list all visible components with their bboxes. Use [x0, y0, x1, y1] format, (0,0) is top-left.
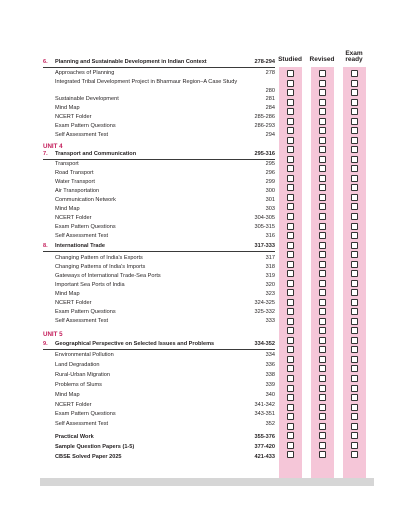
revised-checkbox[interactable]: [319, 118, 326, 125]
topic-pages: 323: [265, 291, 275, 297]
exam-ready-checkbox[interactable]: [351, 346, 358, 353]
topic-title: Important Sea Ports of India: [55, 282, 125, 288]
revised-checkbox[interactable]: [319, 308, 326, 315]
studied-checkbox[interactable]: [287, 451, 294, 458]
exam-ready-checkbox[interactable]: [351, 413, 358, 420]
exam-ready-checkbox[interactable]: [351, 118, 358, 125]
topic-title: Changing Patterns of India's Imports: [55, 264, 146, 270]
topic-pages: 355-376: [254, 434, 275, 440]
topic-pages: 324-325: [254, 300, 275, 306]
studied-checkbox[interactable]: [287, 165, 294, 172]
toc-row[interactable]: [43, 95, 275, 104]
exam-ready-checkbox[interactable]: [351, 80, 358, 87]
revised-checkbox[interactable]: [319, 146, 326, 153]
topic-title: Water Transport: [55, 179, 95, 185]
exam-ready-checkbox[interactable]: [351, 261, 358, 268]
studied-checkbox[interactable]: [287, 289, 294, 296]
revised-checkbox[interactable]: [319, 318, 326, 325]
exam-ready-checkbox[interactable]: [351, 156, 358, 163]
toc-row[interactable]: [43, 420, 275, 429]
toc-row[interactable]: [43, 381, 275, 390]
topic-title: Transport: [55, 161, 79, 167]
exam-ready-checkbox[interactable]: [351, 318, 358, 325]
toc-row[interactable]: [43, 263, 275, 272]
revised-checkbox[interactable]: [319, 251, 326, 258]
chapter-number: 6.: [43, 59, 48, 65]
exam-ready-checkbox[interactable]: [351, 232, 358, 239]
revised-checkbox[interactable]: [319, 70, 326, 77]
footer-bar: [40, 478, 374, 486]
toc-row[interactable]: [43, 131, 275, 140]
studied-checkbox[interactable]: [287, 432, 294, 439]
exam-ready-checkbox[interactable]: [351, 356, 358, 363]
exam-ready-checkbox[interactable]: [351, 137, 358, 144]
toc-row[interactable]: [43, 272, 275, 281]
exam-ready-checkbox[interactable]: [351, 327, 358, 334]
topic-pages: 301: [265, 197, 275, 203]
topic-pages: 284: [265, 105, 275, 111]
topic-pages: 316: [265, 233, 275, 239]
topic-pages: 305-315: [254, 224, 275, 230]
cbse-paper-row[interactable]: [43, 453, 275, 462]
toc-row[interactable]: [43, 232, 275, 241]
exam-ready-checkbox[interactable]: [351, 299, 358, 306]
exam-ready-checkbox[interactable]: [351, 108, 358, 115]
chapter-pages: 295-316: [254, 151, 275, 157]
topic-pages: 325-332: [254, 309, 275, 315]
toc-row[interactable]: [43, 371, 275, 380]
studied-checkbox[interactable]: [287, 70, 294, 77]
exam-ready-checkbox[interactable]: [351, 375, 358, 382]
topic-pages: 338: [265, 372, 275, 378]
chapter-title: Planning and Sustainable Development in Indian Context: [55, 59, 207, 65]
topic-pages: 317: [265, 255, 275, 261]
exam-ready-checkbox[interactable]: [351, 194, 358, 201]
topic-title: Self Assessment Test: [55, 233, 109, 239]
revised-checkbox[interactable]: [319, 203, 326, 210]
exam-ready-checkbox[interactable]: [351, 289, 358, 296]
topic-pages: 319: [265, 273, 275, 279]
topic-pages: 333: [265, 318, 275, 324]
revised-checkbox[interactable]: [319, 451, 326, 458]
revised-checkbox[interactable]: [319, 327, 326, 334]
topic-title: Integrated Tribal Development Project in Bharmaur Region–A Case Study: [55, 79, 238, 85]
studied-checkbox[interactable]: [287, 346, 294, 353]
chapter-title: International Trade: [55, 243, 106, 249]
chapter-9-rule: [43, 349, 275, 350]
topic-title: Mind Map: [55, 392, 80, 398]
chapter-number: 8.: [43, 243, 48, 249]
studied-checkbox[interactable]: [287, 213, 294, 220]
topic-title: Air Transportation: [55, 188, 100, 194]
studied-checkbox[interactable]: [287, 99, 294, 106]
chapter-pages: 334-352: [254, 341, 275, 347]
toc-row[interactable]: [43, 113, 275, 122]
topic-title: Land Degradation: [55, 362, 100, 368]
exam-ready-checkbox[interactable]: [351, 365, 358, 372]
revised-checkbox[interactable]: [319, 232, 326, 239]
topic-pages: 334: [265, 352, 275, 358]
topic-title: Sustainable Development: [55, 96, 119, 102]
revised-checkbox[interactable]: [319, 175, 326, 182]
toc-row[interactable]: [43, 401, 275, 410]
topic-title: Mind Map: [55, 291, 80, 297]
toc-row[interactable]: [43, 351, 275, 360]
exam-ready-checkbox[interactable]: [351, 165, 358, 172]
revised-checkbox[interactable]: [319, 99, 326, 106]
chapter-pages: 278-294: [254, 59, 275, 65]
topic-pages: 278: [265, 70, 275, 76]
toc-row[interactable]: [43, 290, 275, 299]
studied-checkbox[interactable]: [287, 385, 294, 392]
studied-checkbox[interactable]: [287, 118, 294, 125]
topic-title: NCERT Folder: [55, 300, 92, 306]
toc-row[interactable]: [43, 254, 275, 263]
topic-title: Practical Work: [55, 434, 94, 440]
exam-ready-checkbox[interactable]: [351, 175, 358, 182]
toc-row[interactable]: [43, 122, 275, 131]
studied-checkbox[interactable]: [287, 251, 294, 258]
revised-checkbox[interactable]: [319, 156, 326, 163]
topic-pages: 339: [265, 382, 275, 388]
toc-row[interactable]: [43, 78, 275, 96]
studied-checkbox[interactable]: [287, 404, 294, 411]
revised-checkbox[interactable]: [319, 442, 326, 449]
exam-ready-checkbox[interactable]: [351, 70, 358, 77]
studied-header: Studied: [278, 56, 302, 63]
studied-checkbox[interactable]: [287, 203, 294, 210]
revised-checkbox[interactable]: [319, 165, 326, 172]
topic-pages: 299: [265, 179, 275, 185]
toc-row[interactable]: [43, 281, 275, 290]
topic-title: Approaches of Planning: [55, 70, 115, 76]
topic-title: Exam Pattern Questions: [55, 123, 116, 129]
chapter-8-rule: [43, 251, 275, 252]
unit-5-label: UNIT 5: [43, 331, 63, 338]
toc-row[interactable]: [43, 178, 275, 187]
topic-title: NCERT Folder: [55, 402, 92, 408]
studied-checkbox[interactable]: [287, 337, 294, 344]
revised-checkbox[interactable]: [319, 337, 326, 344]
revised-checkbox[interactable]: [319, 184, 326, 191]
topic-pages: 377-420: [254, 444, 275, 450]
exam-ready-checkbox[interactable]: [351, 308, 358, 315]
toc-row[interactable]: [43, 196, 275, 205]
exam-ready-checkbox[interactable]: [351, 89, 358, 96]
studied-checkbox[interactable]: [287, 223, 294, 230]
topic-title: Exam Pattern Questions: [55, 309, 116, 315]
studied-checkbox[interactable]: [287, 413, 294, 420]
studied-checkbox[interactable]: [287, 127, 294, 134]
exam-ready-header-line1: Exam: [345, 50, 363, 57]
toc-row[interactable]: [43, 205, 275, 214]
toc-row[interactable]: [43, 169, 275, 178]
topic-title: Self Assessment Test: [55, 132, 109, 138]
topic-pages: 340: [265, 392, 275, 398]
exam-ready-header: [334, 51, 374, 64]
studied-checkbox[interactable]: [287, 442, 294, 449]
topic-pages: 281: [265, 96, 275, 102]
studied-checkbox[interactable]: [287, 299, 294, 306]
topic-pages: 300: [265, 188, 275, 194]
exam-ready-checkbox[interactable]: [351, 337, 358, 344]
exam-ready-checkbox[interactable]: [351, 146, 358, 153]
studied-checkbox[interactable]: [287, 394, 294, 401]
topic-title: Changing Pattern of India's Exports: [55, 255, 143, 261]
exam-ready-checkbox[interactable]: [351, 99, 358, 106]
studied-checkbox[interactable]: [287, 365, 294, 372]
studied-checkbox[interactable]: [287, 108, 294, 115]
exam-ready-checkbox[interactable]: [351, 127, 358, 134]
toc-row[interactable]: [43, 410, 275, 419]
topic-pages: 285-286: [254, 114, 275, 120]
exam-ready-checkbox[interactable]: [351, 451, 358, 458]
revised-checkbox[interactable]: [319, 346, 326, 353]
toc-row[interactable]: [43, 187, 275, 196]
exam-ready-checkbox[interactable]: [351, 432, 358, 439]
topic-title: NCERT Folder: [55, 114, 92, 120]
toc-row[interactable]: [43, 160, 275, 169]
toc-row[interactable]: [43, 223, 275, 232]
revised-checkbox[interactable]: [319, 394, 326, 401]
revised-checkbox[interactable]: [319, 280, 326, 287]
revised-header: Revised: [309, 56, 335, 63]
revised-checkbox[interactable]: [319, 413, 326, 420]
toc-row[interactable]: [43, 299, 275, 308]
toc-row[interactable]: [43, 214, 275, 223]
topic-title: CBSE Solved Paper 2025: [55, 454, 122, 460]
revised-checkbox[interactable]: [319, 356, 326, 363]
chapter-title: Transport and Communication: [55, 151, 137, 157]
toc-row[interactable]: [43, 361, 275, 370]
topic-pages: 421-433: [254, 454, 275, 460]
revised-checkbox[interactable]: [319, 137, 326, 144]
studied-checkbox[interactable]: [287, 280, 294, 287]
exam-ready-checkbox[interactable]: [351, 423, 358, 430]
topic-title: Exam Pattern Questions: [55, 224, 116, 230]
topic-pages: 294: [265, 132, 275, 138]
topic-pages: 341-342: [254, 402, 275, 408]
studied-checkbox[interactable]: [287, 89, 294, 96]
topic-title: Environmental Pollution: [55, 352, 114, 358]
exam-ready-checkbox[interactable]: [351, 270, 358, 277]
topic-title: Self Assessment Test: [55, 421, 109, 427]
revised-checkbox[interactable]: [319, 194, 326, 201]
studied-checkbox[interactable]: [287, 375, 294, 382]
exam-ready-checkbox[interactable]: [351, 184, 358, 191]
toc-row[interactable]: [43, 69, 275, 78]
toc-row[interactable]: [43, 317, 275, 326]
topic-title: Mind Map: [55, 105, 80, 111]
topic-title: Exam Pattern Questions: [55, 411, 116, 417]
revised-checkbox[interactable]: [319, 385, 326, 392]
studied-checkbox[interactable]: [287, 80, 294, 87]
studied-checkbox[interactable]: [287, 308, 294, 315]
topic-pages: 296: [265, 170, 275, 176]
exam-ready-checkbox[interactable]: [351, 242, 358, 249]
topic-title: Communication Network: [55, 197, 116, 203]
topic-pages: 303: [265, 206, 275, 212]
studied-checkbox[interactable]: [287, 146, 294, 153]
chapter-7-heading[interactable]: [43, 150, 275, 159]
topic-title: NCERT Folder: [55, 215, 92, 221]
topic-pages: 304-305: [254, 215, 275, 221]
studied-checkbox[interactable]: [287, 175, 294, 182]
studied-checkbox[interactable]: [287, 232, 294, 239]
topic-pages: 336: [265, 362, 275, 368]
topic-title: Gateways of International Trade-Sea Ports: [55, 273, 161, 279]
exam-ready-checkbox[interactable]: [351, 203, 358, 210]
chapter-6-rule: [43, 67, 275, 68]
toc-row[interactable]: [43, 308, 275, 317]
chapter-6-heading[interactable]: [43, 58, 275, 67]
exam-ready-checkbox[interactable]: [351, 251, 358, 258]
revised-checkbox[interactable]: [319, 299, 326, 306]
topic-title: Road Transport: [55, 170, 94, 176]
topic-pages: 318: [265, 264, 275, 270]
chapter-8-heading[interactable]: [43, 242, 275, 251]
revised-checkbox[interactable]: [319, 261, 326, 268]
revised-checkbox[interactable]: [319, 375, 326, 382]
chapter-number: 7.: [43, 151, 48, 157]
topic-title: Self Assessment Test: [55, 318, 109, 324]
toc-row[interactable]: [43, 391, 275, 400]
studied-checkbox[interactable]: [287, 156, 294, 163]
revised-checkbox[interactable]: [319, 89, 326, 96]
topic-title: Mind Map: [55, 206, 80, 212]
studied-checkbox[interactable]: [287, 318, 294, 325]
revised-checkbox[interactable]: [319, 213, 326, 220]
practical-work-row[interactable]: [43, 433, 275, 442]
studied-checkbox[interactable]: [287, 137, 294, 144]
topic-pages: 343-351: [254, 411, 275, 417]
studied-checkbox[interactable]: [287, 261, 294, 268]
studied-checkbox[interactable]: [287, 423, 294, 430]
studied-checkbox[interactable]: [287, 242, 294, 249]
chapter-9-heading[interactable]: [43, 340, 275, 349]
studied-checkbox[interactable]: [287, 194, 294, 201]
studied-checkbox[interactable]: [287, 270, 294, 277]
revised-checkbox[interactable]: [319, 108, 326, 115]
studied-checkbox[interactable]: [287, 327, 294, 334]
revised-checkbox[interactable]: [319, 127, 326, 134]
exam-ready-checkbox[interactable]: [351, 385, 358, 392]
revised-checkbox[interactable]: [319, 404, 326, 411]
chapter-title: Geographical Perspective on Selected Issues and Problems: [55, 341, 215, 347]
exam-ready-checkbox[interactable]: [351, 404, 358, 411]
unit-4-label: UNIT 4: [43, 143, 63, 150]
topic-title: Sample Question Papers (1-5): [55, 444, 135, 450]
topic-title: Rural-Urban Migration: [55, 372, 111, 378]
studied-checkbox[interactable]: [287, 184, 294, 191]
topic-pages: 295: [265, 161, 275, 167]
exam-ready-checkbox[interactable]: [351, 394, 358, 401]
topic-pages: 280: [265, 88, 275, 94]
chapter-number: 9.: [43, 341, 48, 347]
exam-ready-checkbox[interactable]: [351, 223, 358, 230]
revised-checkbox[interactable]: [319, 242, 326, 249]
studied-checkbox[interactable]: [287, 356, 294, 363]
revised-checkbox[interactable]: [319, 432, 326, 439]
toc-row[interactable]: [43, 104, 275, 113]
revised-checkbox[interactable]: [319, 270, 326, 277]
revised-checkbox[interactable]: [319, 80, 326, 87]
chapter-pages: 317-333: [254, 243, 275, 249]
topic-pages: 286-293: [254, 123, 275, 129]
revised-checkbox[interactable]: [319, 365, 326, 372]
topic-pages: 352: [265, 421, 275, 427]
revised-checkbox[interactable]: [319, 289, 326, 296]
topic-title: Problems of Slums: [55, 382, 102, 388]
exam-ready-header-line2: ready: [345, 56, 363, 64]
exam-ready-checkbox[interactable]: [351, 213, 358, 220]
revised-checkbox[interactable]: [319, 223, 326, 230]
exam-ready-checkbox[interactable]: [351, 280, 358, 287]
exam-ready-checkbox[interactable]: [351, 442, 358, 449]
topic-pages: 320: [265, 282, 275, 288]
sample-papers-row[interactable]: [43, 443, 275, 452]
revised-checkbox[interactable]: [319, 423, 326, 430]
